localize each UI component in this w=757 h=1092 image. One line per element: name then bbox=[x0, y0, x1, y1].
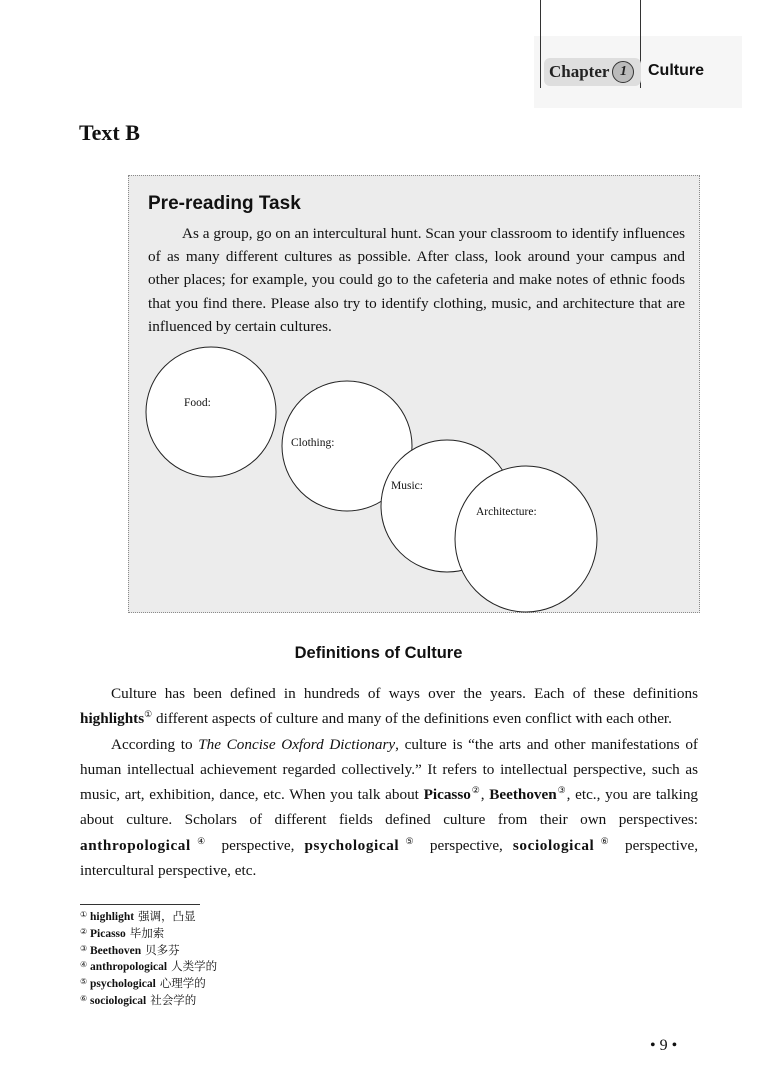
p1-text-a: Culture has been defined in hundreds of ways over the years. Each of these definitions bbox=[111, 685, 698, 702]
circle-label-clothing: Clothing: bbox=[291, 437, 335, 449]
footnote-mark: ⑤ bbox=[80, 977, 88, 987]
article-title: Definitions of Culture bbox=[294, 644, 463, 662]
footnote-term: anthropological bbox=[90, 961, 168, 974]
article-body bbox=[80, 681, 698, 883]
footnote-item bbox=[80, 942, 217, 959]
footnote-item bbox=[80, 958, 217, 975]
header-divider-left bbox=[540, 0, 541, 88]
chapter-number-icon: 1 bbox=[612, 61, 634, 83]
culture-circles-diagram bbox=[129, 176, 701, 614]
p1-text-c: different aspects of culture and many of the definitions even conflict with each other. bbox=[152, 710, 672, 728]
section-heading: Text B bbox=[79, 120, 140, 145]
glossed-term-psychological: psychological bbox=[304, 836, 400, 854]
footnotes bbox=[80, 908, 217, 1009]
footnote-divider bbox=[80, 904, 200, 905]
footnote-item bbox=[80, 925, 217, 942]
footnote-gloss: 心理学的 bbox=[159, 978, 206, 991]
footnote-item bbox=[80, 908, 217, 925]
chapter-title: Culture bbox=[648, 62, 704, 79]
glossed-term-beethoven: Beethoven bbox=[489, 786, 557, 804]
glossed-term-picasso: Picasso bbox=[423, 786, 471, 804]
pre-reading-task-box bbox=[128, 175, 700, 613]
footnote-gloss: 人类学的 bbox=[171, 961, 218, 974]
footnote-term: Beethoven bbox=[90, 944, 142, 957]
p2-text-d: , etc., you are talking about culture. Scholars of different fields defined culture from their own perspectives: bbox=[80, 786, 699, 829]
p2-text-e: perspective, bbox=[211, 836, 305, 854]
chapter-badge bbox=[544, 58, 641, 86]
footnote-gloss: 贝多芬 bbox=[145, 944, 180, 957]
footnote-item bbox=[80, 992, 217, 1009]
footnote-mark: ① bbox=[80, 910, 88, 919]
footnote-ref-3: ③ bbox=[556, 785, 567, 796]
footnote-mark: ③ bbox=[80, 943, 88, 953]
paragraph-2 bbox=[80, 732, 698, 884]
footnote-mark: ⑥ bbox=[80, 993, 88, 1003]
p2-text-a: According to bbox=[111, 735, 199, 753]
circle-label-food: Food: bbox=[184, 397, 211, 409]
footnote-ref-5: ⑤ bbox=[399, 835, 420, 846]
glossed-term-highlights: highlights bbox=[80, 710, 145, 728]
circle-label-music: Music: bbox=[391, 480, 423, 492]
circle-food bbox=[146, 347, 276, 477]
footnote-mark: ④ bbox=[80, 960, 88, 970]
footnote-gloss: 社会学的 bbox=[150, 994, 197, 1007]
footnote-term: psychological bbox=[90, 978, 156, 991]
paragraph-1 bbox=[80, 681, 698, 732]
footnote-gloss: 毕加索 bbox=[129, 927, 165, 940]
footnote-ref-2: ② bbox=[470, 785, 481, 796]
glossed-term-sociological: sociological bbox=[512, 836, 595, 854]
circle-architecture bbox=[455, 466, 597, 612]
footnote-mark: ② bbox=[80, 926, 88, 936]
p2-text-f: perspective, bbox=[419, 836, 513, 854]
footnote-item bbox=[80, 975, 217, 992]
circle-label-architecture: Architecture: bbox=[476, 506, 537, 518]
footnote-ref-6: ⑥ bbox=[594, 835, 615, 846]
footnote-ref-1: ① bbox=[144, 709, 153, 720]
footnote-ref-4: ④ bbox=[190, 835, 212, 846]
chapter-label: Chapter bbox=[549, 62, 610, 81]
pre-reading-body-text: As a group, go on an intercultural hunt. Scan your classroom to identify influences of as many different cultures as possible. After class, look around your campus and other places; for example, you could go to the cafeteria and make notes of ethnic foods that you find there. Please also try to identify clothing, music, and architecture that are influenced by certain cultures. bbox=[148, 225, 685, 335]
dictionary-title: The Concise Oxford Dictionary bbox=[198, 735, 396, 753]
glossed-term-anthropological: anthropological bbox=[80, 836, 191, 854]
footnote-term: highlight bbox=[90, 911, 135, 923]
footnote-term: sociological bbox=[90, 994, 147, 1007]
footnote-term: Picasso bbox=[90, 927, 126, 940]
pre-reading-title: Pre-reading Task bbox=[148, 193, 301, 214]
p2-text-b: , culture is “the arts and other manifestations of human intellectual achievement regarded collectively.” It refers to intellectual perspective, such as music, art, exhibition, dance, etc. When you talk about bbox=[80, 735, 698, 804]
page-number: • 9 • bbox=[650, 1037, 678, 1054]
p2-text-c: , bbox=[480, 786, 490, 804]
footnote-gloss: 强调，凸显 bbox=[138, 911, 196, 923]
p2-text-g: perspective, intercultural perspective, etc. bbox=[80, 836, 698, 880]
